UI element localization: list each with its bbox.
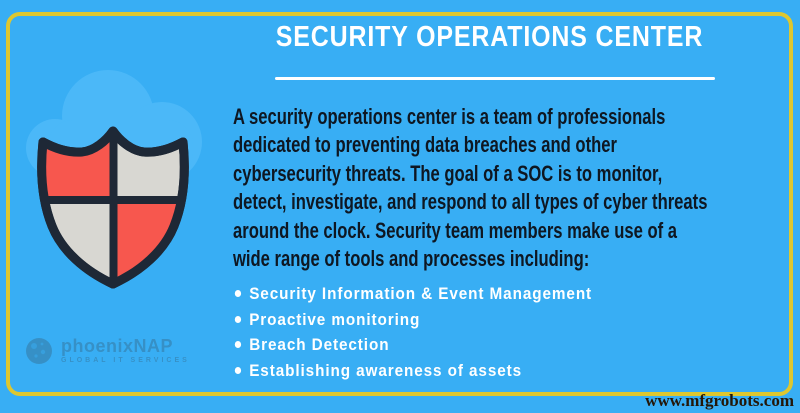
list-item-label: Establishing awareness of assets	[249, 360, 523, 380]
tools-bullet-list	[233, 281, 737, 383]
description-paragraph: A security operations center is a team of professionals dedicated to preventing data breaches and other cybersecurity threats. The goal of a SOC is to monitor, detect, investigate, and respond to all types of cyber threats around the clock. Security team members make use of a wide range of tools and processes including:	[233, 104, 708, 272]
watermark-brand: phoenixNAP	[61, 336, 174, 356]
page-title	[233, 20, 747, 54]
bullet-dot-icon	[235, 316, 241, 323]
title-divider-line	[275, 77, 715, 80]
bullet-dot-icon	[235, 341, 241, 348]
bullet-dot-icon	[235, 290, 241, 297]
watermark-tagline: GLOBAL IT SERVICES	[61, 357, 190, 364]
watermark-text	[61, 337, 190, 365]
shield-cloud-graphic	[20, 65, 220, 295]
bullet-dot-icon	[235, 367, 241, 374]
list-item-label: Security Information & Event Management	[249, 284, 593, 303]
phoenixnap-watermark	[24, 336, 190, 366]
site-url: www.mfgrobots.com	[645, 391, 794, 410]
globe-icon	[24, 336, 54, 366]
list-item-label: Breach Detection	[249, 335, 390, 355]
list-item	[233, 358, 737, 384]
list-item	[233, 332, 737, 358]
list-item	[233, 307, 737, 333]
list-item-label: Proactive monitoring	[249, 309, 421, 329]
list-item	[233, 281, 737, 307]
shield-icon	[30, 120, 198, 295]
page-title-text: SECURITY OPERATIONS CENTER	[276, 21, 704, 53]
